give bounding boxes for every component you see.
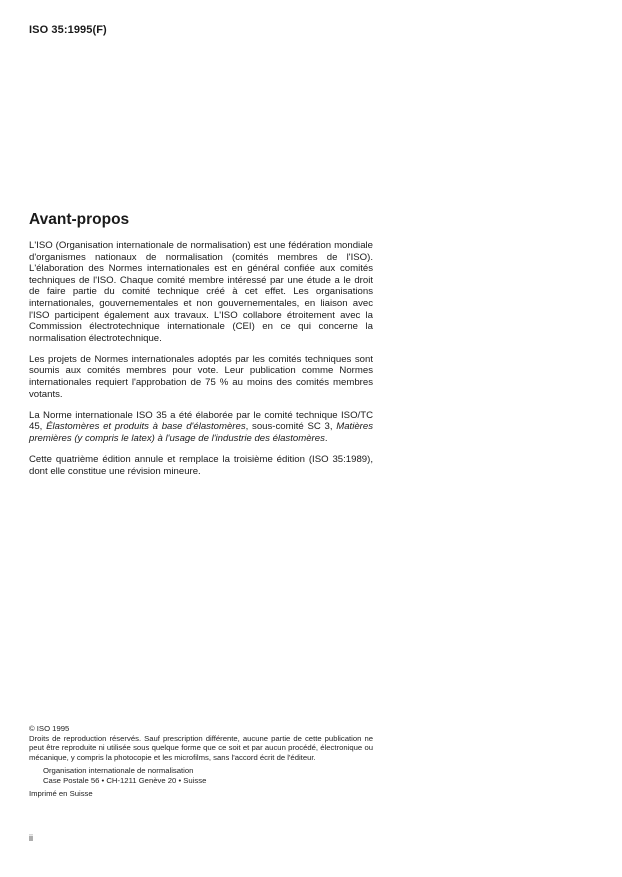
copyright-footer [29, 724, 373, 799]
copyright-line: © ISO 1995 [29, 724, 70, 733]
paragraph-iso-overview: L'ISO (Organisation internationale de normalisation) est une fédération mondiale d'organismes nationaux de normalisation (comités membres de l'ISO). L'élaboration des Normes internationales est en général confiée aux comités techniques de l'ISO. Chaque comité membre intéressé par une étude a le droit de faire partie du comité technique créé à cet effet. Les organisations internationales, gouvernementales et non gouvernementales, en liaison avec l'ISO participent également aux travaux. L'ISO collabore étroitement avec la Commission électrotechnique internationale (CEI) en ce qui concerne la normalisation électrotechnique. [29, 240, 373, 344]
document-code: ISO 35:1995(F) [29, 24, 107, 36]
paragraph-committee [29, 410, 373, 445]
committee-text-3: . [324, 432, 328, 444]
page-number: ii [29, 833, 33, 843]
printed-in: Imprimé en Suisse [29, 789, 93, 798]
foreword-body [29, 240, 373, 487]
subcommittee-title: Matières premières (y compris le latex) à l'usage de l'industrie des élastomères [29, 421, 373, 444]
address-postal: Case Postale 56 • CH-1211 Genève 20 • Suisse [43, 775, 207, 785]
paragraph-edition: Cette quatrième édition annule et remplace la troisième édition (ISO 35:1989), dont elle constitue une révision mineure. [29, 454, 373, 477]
rights-notice: Droits de reproduction réservés. Sauf prescription différente, aucune partie de cette publication ne peut être reproduite ni utilisée sous quelque forme que ce soit et par aucun procédé, électronique ou mécanique, y compris la photocopie et les microfilms, sans l'accord écrit de l'éditeur. [29, 733, 373, 762]
paragraph-voting: Les projets de Normes internationales adoptés par les comités techniques sont soumis aux comités membres pour vote. Leur publication comme Normes internationales requiert l'approbation de 75 % au moins des comités membres votants. [29, 353, 373, 400]
committee-text-1: La Norme internationale ISO 35 a été élaborée par le comité technique ISO/TC 45, [29, 409, 373, 433]
committee-text-2: , sous-comité SC 3, [245, 421, 337, 433]
section-title: Avant-propos [29, 211, 130, 228]
address-organization: Organisation internationale de normalisation [43, 766, 194, 775]
committee-title: Élastomères et produits à base d'élastomères [46, 421, 246, 433]
publisher-address [43, 766, 373, 785]
